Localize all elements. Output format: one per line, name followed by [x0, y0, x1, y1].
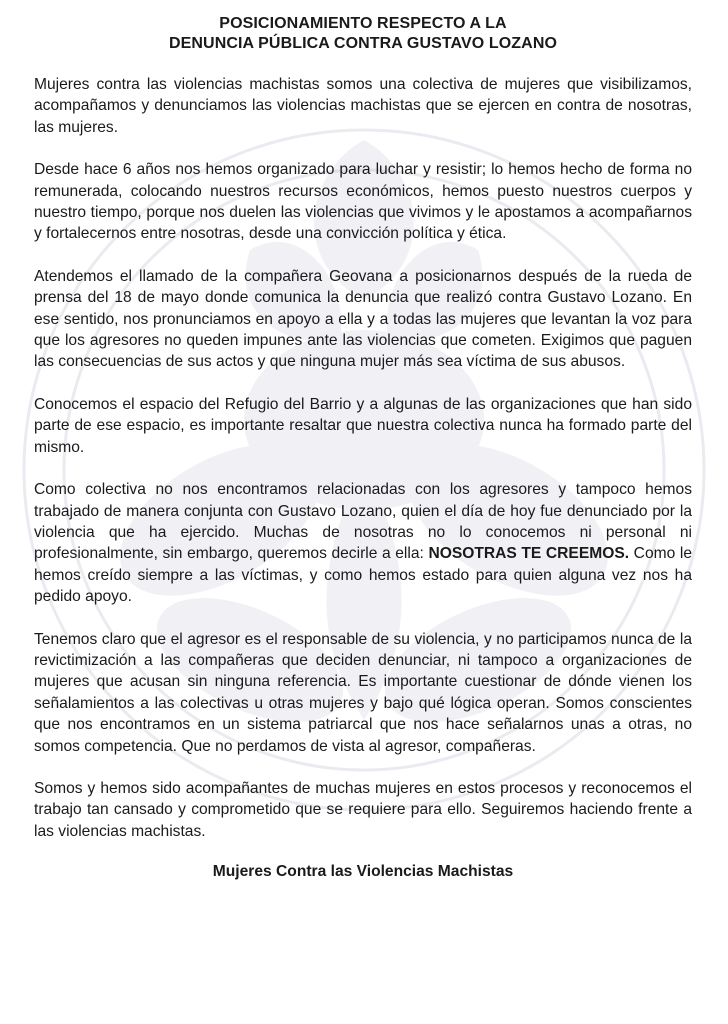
signature: Mujeres Contra las Violencias Machistas: [212, 863, 514, 881]
title-line-1: POSICIONAMIENTO RESPECTO A LA: [219, 15, 507, 32]
paragraph-2: Desde hace 6 años nos hemos organizado para luchar y resistir; lo hemos hecho de forma no remunerada, colocando nuestros recursos económicos, hemos puesto nuestros cuerpos y nuestro tiempo, porque nos duelen las violencias que vivimos y le apostamos a acompañarnos y fortalecernos entre nosotras, desde una convicción política y ética.: [34, 161, 692, 243]
paragraph-5-text-after: Como le hemos creído siempre a las víctimas, y como hemos estado para quien alguna vez nos ha pedido apoyo.: [34, 545, 693, 606]
paragraph-6: Tenemos claro que el agresor es el responsable de su violencia, y no participamos nunca de la revictimización a las compañeras que deciden denunciar, ni tampoco a organizaciones de mujeres que acusan sin ninguna referencia. Es importante cuestionar de dónde vienen los señalamientos a las colectivas u otras mujeres y bajo qué lógica operan. Somos conscientes que nos encontramos en un sistema patriarcal que nos hace señalarnos unas a otras, no somos competencia. Que no perdamos de vista al agresor, compañeras.: [34, 630, 692, 755]
paragraph-5-emphasis: NOSOTRAS TE CREEMOS.: [428, 545, 630, 563]
paragraph-5-text-before: Como colectiva no nos encontramos relacionadas con los agresores y tampoco hemos trabajado de manera conjunta con Gustavo Lozano, quien el día de hoy fue denunciado por la violencia que ha ejercido. Muchas de nosotras no lo conocemos ni personal ni profesionalmente, sin embargo, queremos decirle a ella:: [34, 481, 692, 563]
paragraph-5: [34, 479, 692, 607]
paragraph-4: Conocemos el espacio del Refugio del Barrio y a algunas de las organizaciones que han sido parte de ese espacio, es importante resaltar que nuestra colectiva nunca ha formado parte del mismo.: [34, 395, 692, 456]
document-title: [34, 14, 692, 54]
paragraph-7: Somos y hemos sido acompañantes de muchas mujeres en estos procesos y reconocemos el trabajo tan cansado y comprometido que se requiere para ello. Seguiremos haciendo frente a las violencias machistas.: [34, 779, 692, 840]
paragraph-3: Atendemos el llamado de la compañera Geovana a posicionarnos después de la rueda de prensa del 18 de mayo donde comunica la denuncia que realizó contra Gustavo Lozano. En ese sentido, nos pronunciamos en apoyo a ella y a todas las mujeres que levantan la voz para que los agresores no queden impunes ante las violencias que cometen. Exigimos que paguen las consecuencias de sus actos y que ninguna mujer más sea víctima de sus abusos.: [34, 267, 692, 371]
title-line-2: DENUNCIA PÚBLICA CONTRA GUSTAVO LOZANO: [168, 35, 558, 52]
paragraph-1: Mujeres contra las violencias machistas somos una colectiva de mujeres que visibilizamos, acompañamos y denunciamos las violencias machistas que se ejercen en contra de nosotras, las mujeres.: [34, 76, 692, 136]
